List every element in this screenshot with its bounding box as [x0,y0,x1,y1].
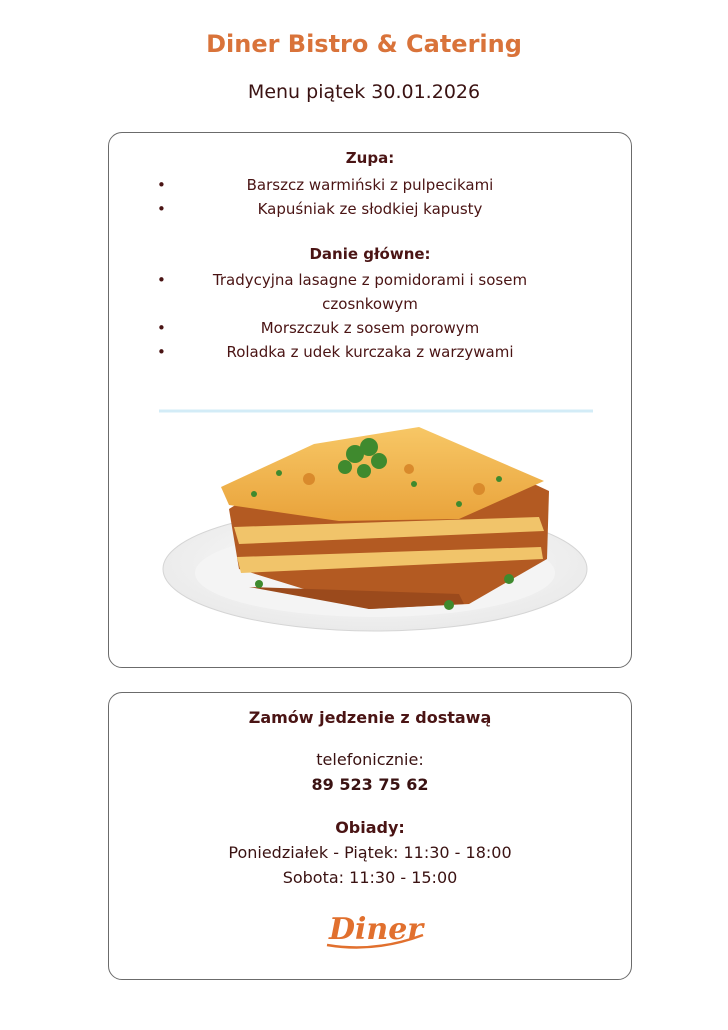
bullet: • [157,343,166,361]
hours-weekday: Poniedziałek - Piątek: 11:30 - 18:00 [228,843,512,862]
logo-text: Diner [329,912,424,947]
menu-card [108,132,632,668]
bullet: • [157,271,166,289]
list-item [109,316,631,340]
list-item [109,268,631,316]
list-item [109,340,631,364]
menu-date-subtitle: Menu piątek 30.01.2026 [247,81,481,103]
bullet: • [157,319,166,337]
page-title: Diner Bistro & Catering [206,30,522,58]
phone-number[interactable]: 89 523 75 62 [311,775,429,794]
bullet: • [157,200,166,218]
order-heading: Zamów jedzenie z dostawą [248,708,492,727]
main-course-heading: Danie główne: [309,245,431,263]
diner-logo [323,905,427,955]
list-item [109,173,631,197]
hours-saturday: Sobota: 11:30 - 15:00 [282,868,458,887]
soup-item: Kapuśniak ze słodkiej kapusty [257,200,483,218]
order-info-card [108,692,632,980]
main-course-item: Roladka z udek kurczaka z warzywami [226,343,514,361]
soup-heading: Zupa: [345,149,395,167]
main-course-item: Tradycyjna lasagne z pomidorami i sosem czosnkowym [212,271,528,313]
list-item [109,197,631,221]
main-course-item: Morszczuk z sosem porowym [260,319,480,337]
soup-item: Barszcz warmiński z pulpecikami [246,176,494,194]
bullet: • [157,176,166,194]
hours-heading: Obiady: [335,818,405,837]
phone-label: telefonicznie: [316,750,424,769]
lasagne-photo [159,409,593,649]
